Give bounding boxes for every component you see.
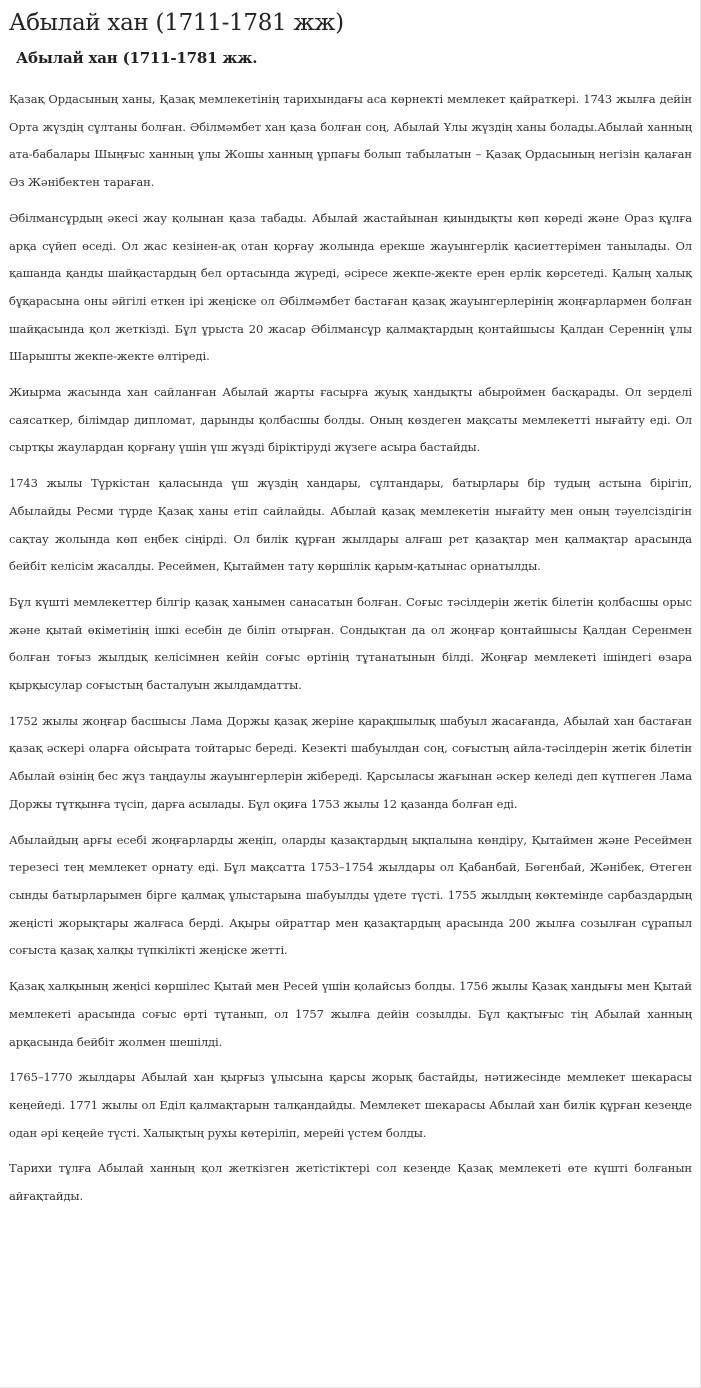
paragraph-6: 1752 жылы жоңғар басшысы Лама Доржы қазақ жеріне қарақшылық шабуыл жасағанда, Абылай хан бастаған қазақ әскері оларға ойсырата тойтарыс береді. Кезекті шабуылдан соң, соғыстың айла-тәсілдерін жетік білетін Абылай өзінің бес жүз таңдаулы жауынгерлерін жібереді. Қарсыласы жағынан әскер келеді деп күтпеген Лама Доржы тұтқынға түсіп, дарға асылады. Бұл оқиға 1753 жылы 12 қазанда болған еді.: [9, 713, 692, 811]
paragraph-9: 1765–1770 жылдары Абылай хан қырғыз ұлысына қарсы жорық бастайды, нәтижесінде мемлекет шекарасы кеңейеді. 1771 жылы ол Еділ қалмақтарын талқандайды. Мемлекет шекарасы Абылай хан билік құрған кезеңде одан әрі кеңейе түсті. Халықтың рухы көтеріліп, мерейі үстем болды.: [9, 1070, 692, 1140]
paragraph-8: Қазақ халқының жеңісі көршілес Қытай мен Ресей үшін қолайсыз болды. 1756 жылы Қазақ хандығы мен Қытай мемлекеті арасында соғыс өрті тұтанып, ол 1757 жылға дейін созылды. Бұл қақтығыс тің Абылай ханның арқасында бейбіт жолмен шешілді.: [9, 979, 692, 1049]
paragraph-5: Бұл күшті мемлекеттер білгір қазақ ханымен санасатын болған. Соғыс тәсілдерін жетік білетін қолбасшы орыс және қытай өкіметінің ішкі есебін де біліп отырған. Сондықтан да ол жоңғар қонтайшысы Қалдан Серенмен болған тоғыз жылдық келісімнен кейін соғыс өртінің тұтанатынын білді. Жоңғар мемлекеті ішіндегі өзара қырқысулар соғыстың басталуын жылдамдатты.: [9, 594, 692, 693]
paragraph-2: Әбілмансұрдың әкесі жау қолынан қаза табады. Абылай жастайынан қиындықты көп көреді және Ораз құлға арқа сүйеп өседі. Ол жас кезінен-ақ отан қорғау жолында ерекше жауынгерлік қасиеттерімен танылады. Ол қашанда қанды шайқастардың бел ортасында жүреді, әсіресе жекпе-жекте ерен ерлік көрсетеді. Қалың халық бұқарасына оны әйгілі еткен ірі жеңіске ол Әбілмәмбет бастаған қазақ жауынгерлерінің жоңғарлармен болған шайқасында қол жеткізді. Бұл ұрыста 20 жасар Әбілмансұр қалмақтардың қонтайшысы Қалдан Сереннің ұлы Шарышты жекпе-жекте өлтіреді.: [9, 210, 692, 364]
paragraph-1: Қазақ Ордасының ханы, Қазақ мемлекетінің тарихындағы аса көрнекті мемлекет қайраткері. 1743 жылға дейін Орта жүздің сұлтаны болған. Әбілмәмбет хан қаза болған соң, Абылай Ұлы жүздің ханы болады.Абылай ханның ата-бабалары Шыңғыс ханның ұлы Жошы ханның ұрпағы болып табылатын – Қазақ Ордасының негізін қалаған Әз Жәнібектен тараған.: [9, 92, 692, 190]
article-heading: Абылай хан (1711-1781 жж.: [16, 49, 258, 67]
paragraph-3: Жиырма жасында хан сайланған Абылай жарты ғасырға жуық хандықты абыроймен басқарады. Ол зерделі саясаткер, білімдар дипломат, дарынды қолбасшы болды. Оның көздеген мақсаты мемлекетті нығайту еді. Ол сыртқы жаулардан қорғану үшін үш жүзді біріктіруді жүзеге асыра бастайды.: [9, 385, 692, 455]
paragraph-7: Абылайдың арғы есебі жоңғарларды жеңіп, оларды қазақтардың ықпалына көндіру, Қытаймен және Ресеймен терезесі тең мемлекет орнату еді. Бұл мақсатта 1753–1754 жылдары ол Қабанбай, Бөгенбай, Жәнібек, Өтеген сынды батырларымен бірге қалмақ ұлыстарына шабуылды үдете түсті. 1755 жылдың көктемінде сарбаздардың жеңісті жорықтары жалғаса берді. Ақыры ойраттар мен қазақтардың арасында 200 жылға созылған сұрапыл соғыста қазақ халқы түпкілікті жеңіске жетті.: [9, 832, 692, 958]
page-title: Абылай хан (1711-1781 жж): [9, 10, 344, 36]
paragraph-10: Тарихи тұлға Абылай ханның қол жеткізген жетістіктері сол кезеңде Қазақ мемлекеті өте күшті болғанын айғақтайды.: [9, 1161, 692, 1204]
paragraph-4: 1743 жылы Түркістан қаласында үш жүздің хандары, сұлтандары, батырлары бір тудың астына бірігіп, Абылайды Ресми түрде Қазақ ханы етіп сайлайды. Абылай қазақ мемлекетін нығайту мен оның тәуелсіздігін сақтау жолында көп еңбек сіңірді. Ол билік құрған жылдары алғаш рет қазақтар мен қалмақтар арасында бейбіт келісім жасалды. Ресеймен, Қытаймен тату көршілік қарым-қатынас орнатылды.: [9, 476, 692, 574]
article-body: [9, 86, 692, 1211]
